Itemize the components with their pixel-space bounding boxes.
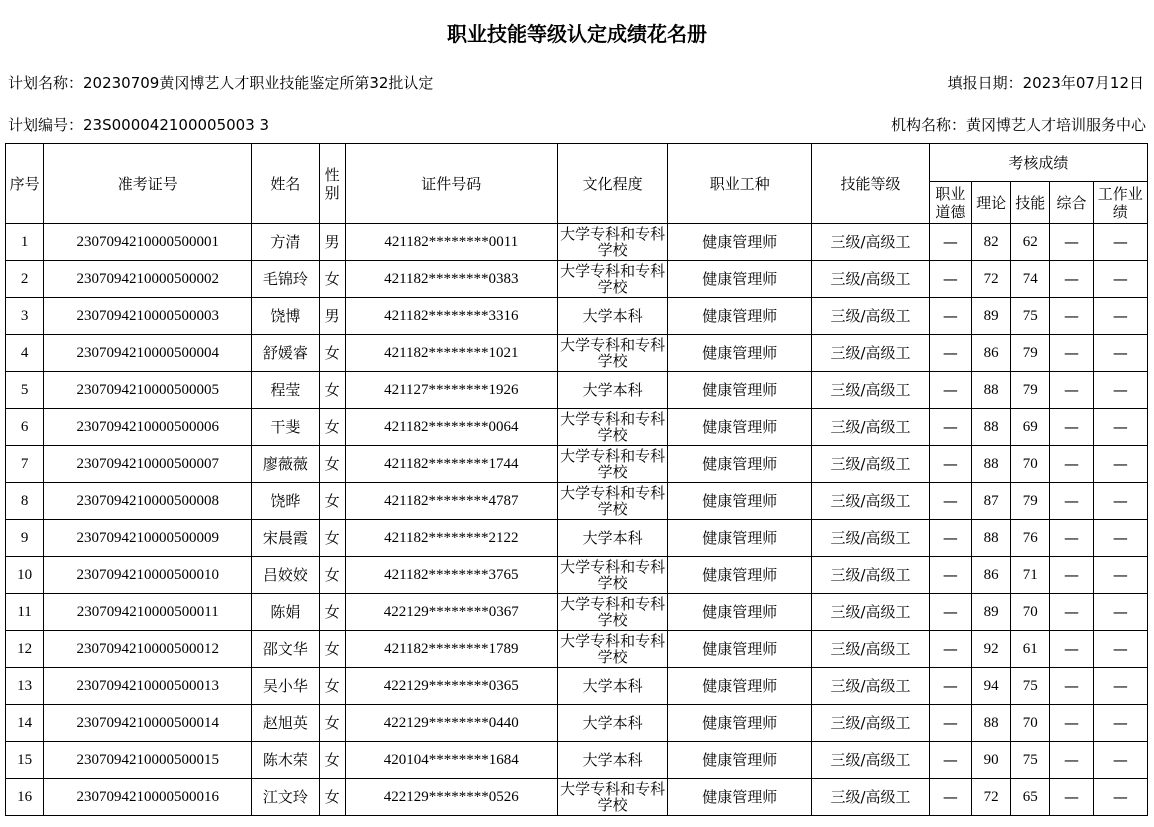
cell-education: 大学专科和专科学校: [557, 409, 668, 446]
cell-occupation: 健康管理师: [668, 594, 812, 631]
table-row: [6, 372, 1148, 409]
cell-seq: 9: [6, 520, 44, 557]
cell-education: 大学本科: [557, 705, 668, 742]
cell-skill: 70: [1011, 446, 1050, 483]
cell-level: 三级/高级工: [812, 372, 930, 409]
cell-occupation: 健康管理师: [668, 520, 812, 557]
cell-id-no: 421182********1021: [345, 335, 557, 372]
cell-seq: 11: [6, 594, 44, 631]
cell-exam-no: 2307094210000500015: [44, 742, 252, 779]
cell-occupation: 健康管理师: [668, 335, 812, 372]
cell-education: 大学专科和专科学校: [557, 557, 668, 594]
cell-ethics: —: [929, 594, 971, 631]
cell-name: 江文玲: [252, 779, 319, 816]
cell-theory: 92: [972, 631, 1011, 668]
roster-body: [6, 224, 1148, 816]
cell-level: 三级/高级工: [812, 742, 930, 779]
cell-id-no: 421182********3316: [345, 298, 557, 335]
cell-overall: —: [1050, 594, 1093, 631]
cell-level: 三级/高级工: [812, 631, 930, 668]
cell-overall: —: [1050, 372, 1093, 409]
cell-name: 宋晨霞: [252, 520, 319, 557]
header-occupation: 职业工种: [668, 144, 812, 224]
cell-gender: 女: [319, 779, 345, 816]
cell-occupation: 健康管理师: [668, 446, 812, 483]
cell-skill: 71: [1011, 557, 1050, 594]
header-exam-no: 准考证号: [44, 144, 252, 224]
cell-name: 干斐: [252, 409, 319, 446]
cell-name: 方清: [252, 224, 319, 261]
cell-work: —: [1093, 372, 1147, 409]
cell-education: 大学专科和专科学校: [557, 224, 668, 261]
cell-work: —: [1093, 668, 1147, 705]
table-row: [6, 705, 1148, 742]
table-row: [6, 446, 1148, 483]
cell-seq: 6: [6, 409, 44, 446]
cell-level: 三级/高级工: [812, 483, 930, 520]
cell-ethics: —: [929, 335, 971, 372]
cell-education: 大学专科和专科学校: [557, 594, 668, 631]
cell-exam-no: 2307094210000500006: [44, 409, 252, 446]
cell-overall: —: [1050, 705, 1093, 742]
cell-theory: 87: [972, 483, 1011, 520]
cell-id-no: 421182********2122: [345, 520, 557, 557]
cell-theory: 89: [972, 594, 1011, 631]
cell-theory: 94: [972, 668, 1011, 705]
cell-exam-no: 2307094210000500009: [44, 520, 252, 557]
cell-skill: 69: [1011, 409, 1050, 446]
table-row: [6, 557, 1148, 594]
cell-level: 三级/高级工: [812, 557, 930, 594]
cell-theory: 88: [972, 372, 1011, 409]
cell-exam-no: 2307094210000500013: [44, 668, 252, 705]
cell-exam-no: 2307094210000500010: [44, 557, 252, 594]
cell-id-no: 422129********0365: [345, 668, 557, 705]
cell-theory: 90: [972, 742, 1011, 779]
cell-ethics: —: [929, 224, 971, 261]
cell-name: 饶晔: [252, 483, 319, 520]
cell-skill: 62: [1011, 224, 1050, 261]
cell-level: 三级/高级工: [812, 224, 930, 261]
cell-work: —: [1093, 224, 1147, 261]
cell-exam-no: 2307094210000500001: [44, 224, 252, 261]
cell-theory: 89: [972, 298, 1011, 335]
cell-name: 饶博: [252, 298, 319, 335]
cell-gender: 女: [319, 742, 345, 779]
header-gender: 性别: [319, 144, 345, 224]
cell-education: 大学专科和专科学校: [557, 483, 668, 520]
page-title: 职业技能等级认定成绩花名册: [447, 22, 707, 46]
table-row: [6, 409, 1148, 446]
cell-work: —: [1093, 557, 1147, 594]
cell-gender: 男: [319, 298, 345, 335]
cell-overall: —: [1050, 224, 1093, 261]
table-row: [6, 298, 1148, 335]
cell-occupation: 健康管理师: [668, 409, 812, 446]
cell-ethics: —: [929, 520, 971, 557]
fill-date: 填报日期：2023年07月12日: [947, 74, 1144, 92]
cell-name: 吴小华: [252, 668, 319, 705]
cell-id-no: 421182********3765: [345, 557, 557, 594]
cell-occupation: 健康管理师: [668, 261, 812, 298]
header-overall: 综合: [1050, 182, 1093, 224]
table-row: [6, 631, 1148, 668]
cell-ethics: —: [929, 705, 971, 742]
cell-ethics: —: [929, 409, 971, 446]
cell-education: 大学专科和专科学校: [557, 335, 668, 372]
cell-seq: 16: [6, 779, 44, 816]
cell-id-no: 421127********1926: [345, 372, 557, 409]
cell-gender: 女: [319, 261, 345, 298]
cell-gender: 女: [319, 594, 345, 631]
cell-work: —: [1093, 520, 1147, 557]
cell-level: 三级/高级工: [812, 594, 930, 631]
cell-name: 陈娟: [252, 594, 319, 631]
cell-overall: —: [1050, 631, 1093, 668]
cell-seq: 7: [6, 446, 44, 483]
cell-theory: 72: [972, 779, 1011, 816]
cell-level: 三级/高级工: [812, 446, 930, 483]
cell-exam-no: 2307094210000500002: [44, 261, 252, 298]
cell-id-no: 422129********0526: [345, 779, 557, 816]
cell-exam-no: 2307094210000500011: [44, 594, 252, 631]
cell-ethics: —: [929, 446, 971, 483]
cell-id-no: 421182********4787: [345, 483, 557, 520]
cell-id-no: 422129********0440: [345, 705, 557, 742]
cell-theory: 88: [972, 705, 1011, 742]
cell-skill: 79: [1011, 372, 1050, 409]
cell-occupation: 健康管理师: [668, 742, 812, 779]
cell-occupation: 健康管理师: [668, 779, 812, 816]
cell-gender: 女: [319, 705, 345, 742]
cell-overall: —: [1050, 409, 1093, 446]
cell-level: 三级/高级工: [812, 335, 930, 372]
cell-occupation: 健康管理师: [668, 372, 812, 409]
cell-seq: 14: [6, 705, 44, 742]
cell-overall: —: [1050, 557, 1093, 594]
cell-id-no: 421182********0383: [345, 261, 557, 298]
cell-overall: —: [1050, 446, 1093, 483]
cell-skill: 61: [1011, 631, 1050, 668]
cell-skill: 75: [1011, 668, 1050, 705]
plan-number: 计划编号：23S000042100005003 3: [8, 116, 270, 134]
cell-exam-no: 2307094210000500014: [44, 705, 252, 742]
cell-ethics: —: [929, 742, 971, 779]
header-skill: 技能: [1011, 182, 1050, 224]
cell-level: 三级/高级工: [812, 261, 930, 298]
header-ethics: 职业道德: [929, 182, 971, 224]
cell-occupation: 健康管理师: [668, 631, 812, 668]
cell-work: —: [1093, 631, 1147, 668]
table-row: [6, 483, 1148, 520]
cell-skill: 65: [1011, 779, 1050, 816]
cell-theory: 88: [972, 446, 1011, 483]
cell-level: 三级/高级工: [812, 298, 930, 335]
cell-exam-no: 2307094210000500005: [44, 372, 252, 409]
cell-work: —: [1093, 335, 1147, 372]
header-id-no: 证件号码: [345, 144, 557, 224]
cell-overall: —: [1050, 668, 1093, 705]
cell-seq: 5: [6, 372, 44, 409]
cell-ethics: —: [929, 483, 971, 520]
table-row: [6, 668, 1148, 705]
cell-ethics: —: [929, 298, 971, 335]
cell-education: 大学专科和专科学校: [557, 631, 668, 668]
cell-exam-no: 2307094210000500016: [44, 779, 252, 816]
cell-overall: —: [1050, 742, 1093, 779]
table-row: [6, 224, 1148, 261]
cell-overall: —: [1050, 298, 1093, 335]
cell-theory: 86: [972, 557, 1011, 594]
cell-skill: 70: [1011, 705, 1050, 742]
cell-gender: 女: [319, 557, 345, 594]
cell-gender: 女: [319, 668, 345, 705]
cell-skill: 79: [1011, 335, 1050, 372]
cell-id-no: 420104********1684: [345, 742, 557, 779]
cell-exam-no: 2307094210000500008: [44, 483, 252, 520]
cell-gender: 女: [319, 446, 345, 483]
cell-skill: 75: [1011, 742, 1050, 779]
cell-level: 三级/高级工: [812, 668, 930, 705]
cell-name: 陈木荣: [252, 742, 319, 779]
cell-occupation: 健康管理师: [668, 298, 812, 335]
cell-education: 大学专科和专科学校: [557, 261, 668, 298]
cell-work: —: [1093, 409, 1147, 446]
cell-education: 大学本科: [557, 668, 668, 705]
cell-seq: 2: [6, 261, 44, 298]
cell-name: 廖薇薇: [252, 446, 319, 483]
cell-gender: 男: [319, 224, 345, 261]
cell-skill: 76: [1011, 520, 1050, 557]
cell-seq: 15: [6, 742, 44, 779]
cell-education: 大学本科: [557, 742, 668, 779]
cell-occupation: 健康管理师: [668, 668, 812, 705]
cell-id-no: 421182********0011: [345, 224, 557, 261]
cell-seq: 8: [6, 483, 44, 520]
cell-occupation: 健康管理师: [668, 224, 812, 261]
cell-exam-no: 2307094210000500003: [44, 298, 252, 335]
cell-occupation: 健康管理师: [668, 483, 812, 520]
cell-work: —: [1093, 742, 1147, 779]
cell-occupation: 健康管理师: [668, 705, 812, 742]
cell-skill: 79: [1011, 483, 1050, 520]
cell-exam-no: 2307094210000500004: [44, 335, 252, 372]
cell-ethics: —: [929, 631, 971, 668]
cell-gender: 女: [319, 372, 345, 409]
cell-name: 邵文华: [252, 631, 319, 668]
cell-theory: 82: [972, 224, 1011, 261]
header-seq: 序号: [6, 144, 44, 224]
table-row: [6, 779, 1148, 816]
organization-name: 机构名称：黄冈博艺人才培训服务中心: [890, 116, 1146, 134]
cell-work: —: [1093, 483, 1147, 520]
cell-ethics: —: [929, 557, 971, 594]
cell-level: 三级/高级工: [812, 409, 930, 446]
header-education: 文化程度: [557, 144, 668, 224]
cell-gender: 女: [319, 483, 345, 520]
cell-overall: —: [1050, 520, 1093, 557]
cell-work: —: [1093, 446, 1147, 483]
cell-gender: 女: [319, 520, 345, 557]
cell-name: 赵旭英: [252, 705, 319, 742]
cell-id-no: 421182********1789: [345, 631, 557, 668]
header-work: 工作业绩: [1093, 182, 1147, 224]
cell-exam-no: 2307094210000500007: [44, 446, 252, 483]
cell-education: 大学专科和专科学校: [557, 779, 668, 816]
header-scores: 考核成绩: [929, 144, 1147, 182]
plan-name: 计划名称：20230709黄冈博艺人才职业技能鉴定所第32批认定: [8, 74, 434, 92]
cell-theory: 86: [972, 335, 1011, 372]
cell-name: 吕姣姣: [252, 557, 319, 594]
cell-gender: 女: [319, 631, 345, 668]
cell-overall: —: [1050, 335, 1093, 372]
cell-gender: 女: [319, 409, 345, 446]
table-row: [6, 261, 1148, 298]
table-row: [6, 742, 1148, 779]
score-roster-table: [5, 143, 1148, 816]
cell-seq: 4: [6, 335, 44, 372]
cell-id-no: 421182********1744: [345, 446, 557, 483]
cell-level: 三级/高级工: [812, 520, 930, 557]
cell-work: —: [1093, 594, 1147, 631]
cell-skill: 75: [1011, 298, 1050, 335]
cell-ethics: —: [929, 668, 971, 705]
cell-overall: —: [1050, 779, 1093, 816]
header-name: 姓名: [252, 144, 319, 224]
cell-ethics: —: [929, 779, 971, 816]
cell-ethics: —: [929, 261, 971, 298]
cell-theory: 88: [972, 409, 1011, 446]
cell-work: —: [1093, 705, 1147, 742]
cell-work: —: [1093, 779, 1147, 816]
header-level: 技能等级: [812, 144, 930, 224]
cell-name: 毛锦玲: [252, 261, 319, 298]
cell-overall: —: [1050, 483, 1093, 520]
cell-skill: 70: [1011, 594, 1050, 631]
cell-work: —: [1093, 261, 1147, 298]
cell-theory: 72: [972, 261, 1011, 298]
table-row: [6, 335, 1148, 372]
cell-seq: 13: [6, 668, 44, 705]
cell-id-no: 422129********0367: [345, 594, 557, 631]
cell-name: 舒媛睿: [252, 335, 319, 372]
cell-gender: 女: [319, 335, 345, 372]
cell-seq: 10: [6, 557, 44, 594]
cell-skill: 74: [1011, 261, 1050, 298]
cell-level: 三级/高级工: [812, 705, 930, 742]
cell-seq: 3: [6, 298, 44, 335]
cell-occupation: 健康管理师: [668, 557, 812, 594]
cell-education: 大学本科: [557, 372, 668, 409]
cell-theory: 88: [972, 520, 1011, 557]
cell-education: 大学专科和专科学校: [557, 446, 668, 483]
cell-name: 程莹: [252, 372, 319, 409]
cell-education: 大学本科: [557, 298, 668, 335]
cell-seq: 12: [6, 631, 44, 668]
cell-level: 三级/高级工: [812, 779, 930, 816]
header-theory: 理论: [972, 182, 1011, 224]
cell-overall: —: [1050, 261, 1093, 298]
cell-ethics: —: [929, 372, 971, 409]
table-row: [6, 594, 1148, 631]
cell-exam-no: 2307094210000500012: [44, 631, 252, 668]
cell-seq: 1: [6, 224, 44, 261]
cell-id-no: 421182********0064: [345, 409, 557, 446]
cell-education: 大学本科: [557, 520, 668, 557]
table-row: [6, 520, 1148, 557]
cell-work: —: [1093, 298, 1147, 335]
